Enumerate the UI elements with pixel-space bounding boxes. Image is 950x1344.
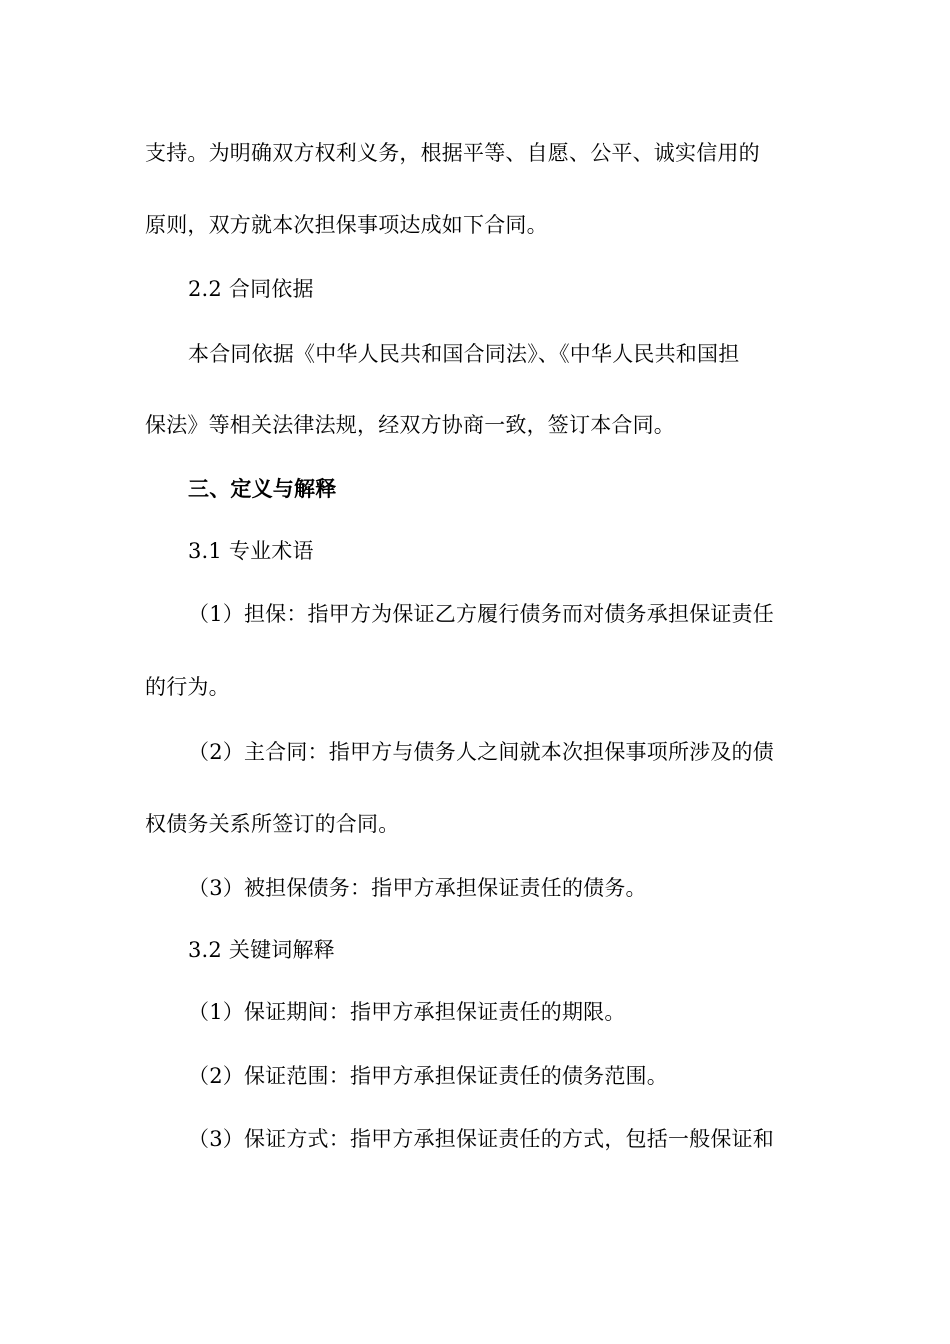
definition-item: （2）主合同：指甲方与债务人之间就本次担保事项所涉及的债 [188, 740, 774, 764]
body-text-line: 本合同依据《中华人民共和国合同法》、《中华人民共和国担 [188, 342, 740, 366]
definition-item: （3）被担保债务：指甲方承担保证责任的债务。 [188, 876, 647, 900]
body-text-line: 保法》等相关法律法规，经双方协商一致，签订本合同。 [145, 413, 675, 437]
definition-item: （1）担保：指甲方为保证乙方履行债务而对债务承担保证责任 [188, 602, 774, 626]
section-heading-3-2: 3.2 关键词解释 [188, 938, 335, 962]
body-text-line: 权债务关系所签订的合同。 [145, 812, 400, 836]
chapter-heading-3: 三、定义与解释 [188, 476, 337, 501]
definition-item: （2）保证范围：指甲方承担保证责任的债务范围。 [188, 1064, 668, 1088]
definition-item: （3）保证方式：指甲方承担保证责任的方式，包括一般保证和 [188, 1127, 774, 1151]
body-text-line: 的行为。 [145, 675, 230, 699]
body-text-line: 原则，双方就本次担保事项达成如下合同。 [145, 213, 548, 237]
section-heading-3-1: 3.1 专业术语 [188, 539, 314, 563]
definition-item: （1）保证期间：指甲方承担保证责任的期限。 [188, 1000, 626, 1024]
body-text-line: 支持。为明确双方权利义务，根据平等、自愿、公平、诚实信用的 [145, 141, 760, 165]
section-heading-2-2: 2.2 合同依据 [188, 277, 314, 301]
